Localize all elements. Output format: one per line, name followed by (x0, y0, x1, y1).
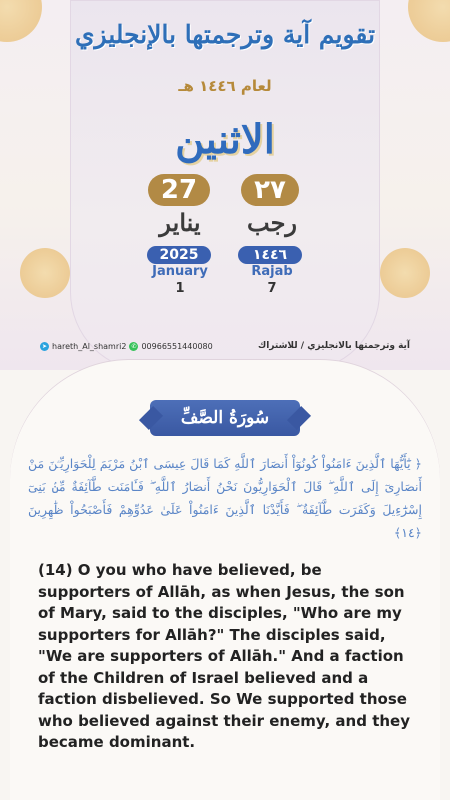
telegram-icon: ➤ (41, 343, 48, 350)
calendar-title: تقويم آية وترجمتها بالإنجليزي (74, 20, 376, 49)
hijri-month-number: 7 (267, 281, 277, 296)
telegram-handle: hareth_Al_shamri2 (52, 342, 127, 351)
whatsapp-icon: ✆ (131, 343, 137, 350)
hijri-month-arabic: رجب (247, 208, 297, 237)
gregorian-month-number: 1 (175, 281, 185, 296)
hijri-year-badge: ١٤٤٦ (238, 246, 302, 264)
gregorian-month-english: January (152, 264, 208, 279)
gregorian-day-badge: 27 (148, 174, 210, 206)
gregorian-month-arabic: يناير (159, 208, 201, 237)
decor-circle-mid-left (20, 248, 70, 298)
hijri-day-badge: ٢٧ (241, 174, 299, 206)
gregorian-year-badge: 2025 (147, 246, 211, 264)
social-contacts (40, 342, 213, 351)
surah-name-banner: سُورَةُ الصَّفِّ (150, 400, 300, 436)
whatsapp-number: 00966551440080 (141, 342, 213, 351)
verse-english-translation: (14) O you who have believed, be supporters of Allāh, as when Jesus, the son of Mary, said to the disciples, "Who are my supporters for Allāh?" The disciples said, "We are supporters of Allāh." And a faction of the Children of Israel believed and a faction disbelieved. So We supported those who believed against their enemy, and they became dominant. (38, 561, 410, 751)
decor-circle-mid-right (380, 248, 430, 298)
subscribe-label: آية وترجمتها بالانجليزي / للاشتراك (257, 341, 410, 351)
hijri-year-line: لعام ١٤٤٦ هـ (178, 77, 272, 95)
calendar-arch-panel (70, 0, 380, 372)
hijri-month-english: Rajab (251, 264, 293, 279)
weekday-name: الاثنين (175, 116, 275, 163)
verse-arabic-text: ﴿ يَٰٓأَيُّهَا ٱلَّذِينَ ءَامَنُواْ كُونُوٓاْ أَنصَارَ ٱللَّهِ كَمَا قَالَ عِيسَى ٱبْنُ مَرْيَمَ لِلْحَوَارِيِّـۧنَ مَنْ أَنصَارِىٓ إِلَى ٱللَّهِ ۖ قَالَ ٱلْحَوَارِيُّونَ نَحْنُ أَنصَارُ ٱللَّهِ ۖ فَـَٔامَنَت طَّآئِفَةٌ مِّنۢ بَنِىٓ إِسْرَٰٓءِيلَ وَكَفَرَت طَّآئِفَةٌ ۖ فَأَيَّدْنَا ٱلَّذِينَ ءَامَنُواْ عَلَىٰ عَدُوِّهِمْ فَأَصْبَحُواْ ظَٰهِرِينَ ﴿١٤﴾ (28, 456, 422, 540)
